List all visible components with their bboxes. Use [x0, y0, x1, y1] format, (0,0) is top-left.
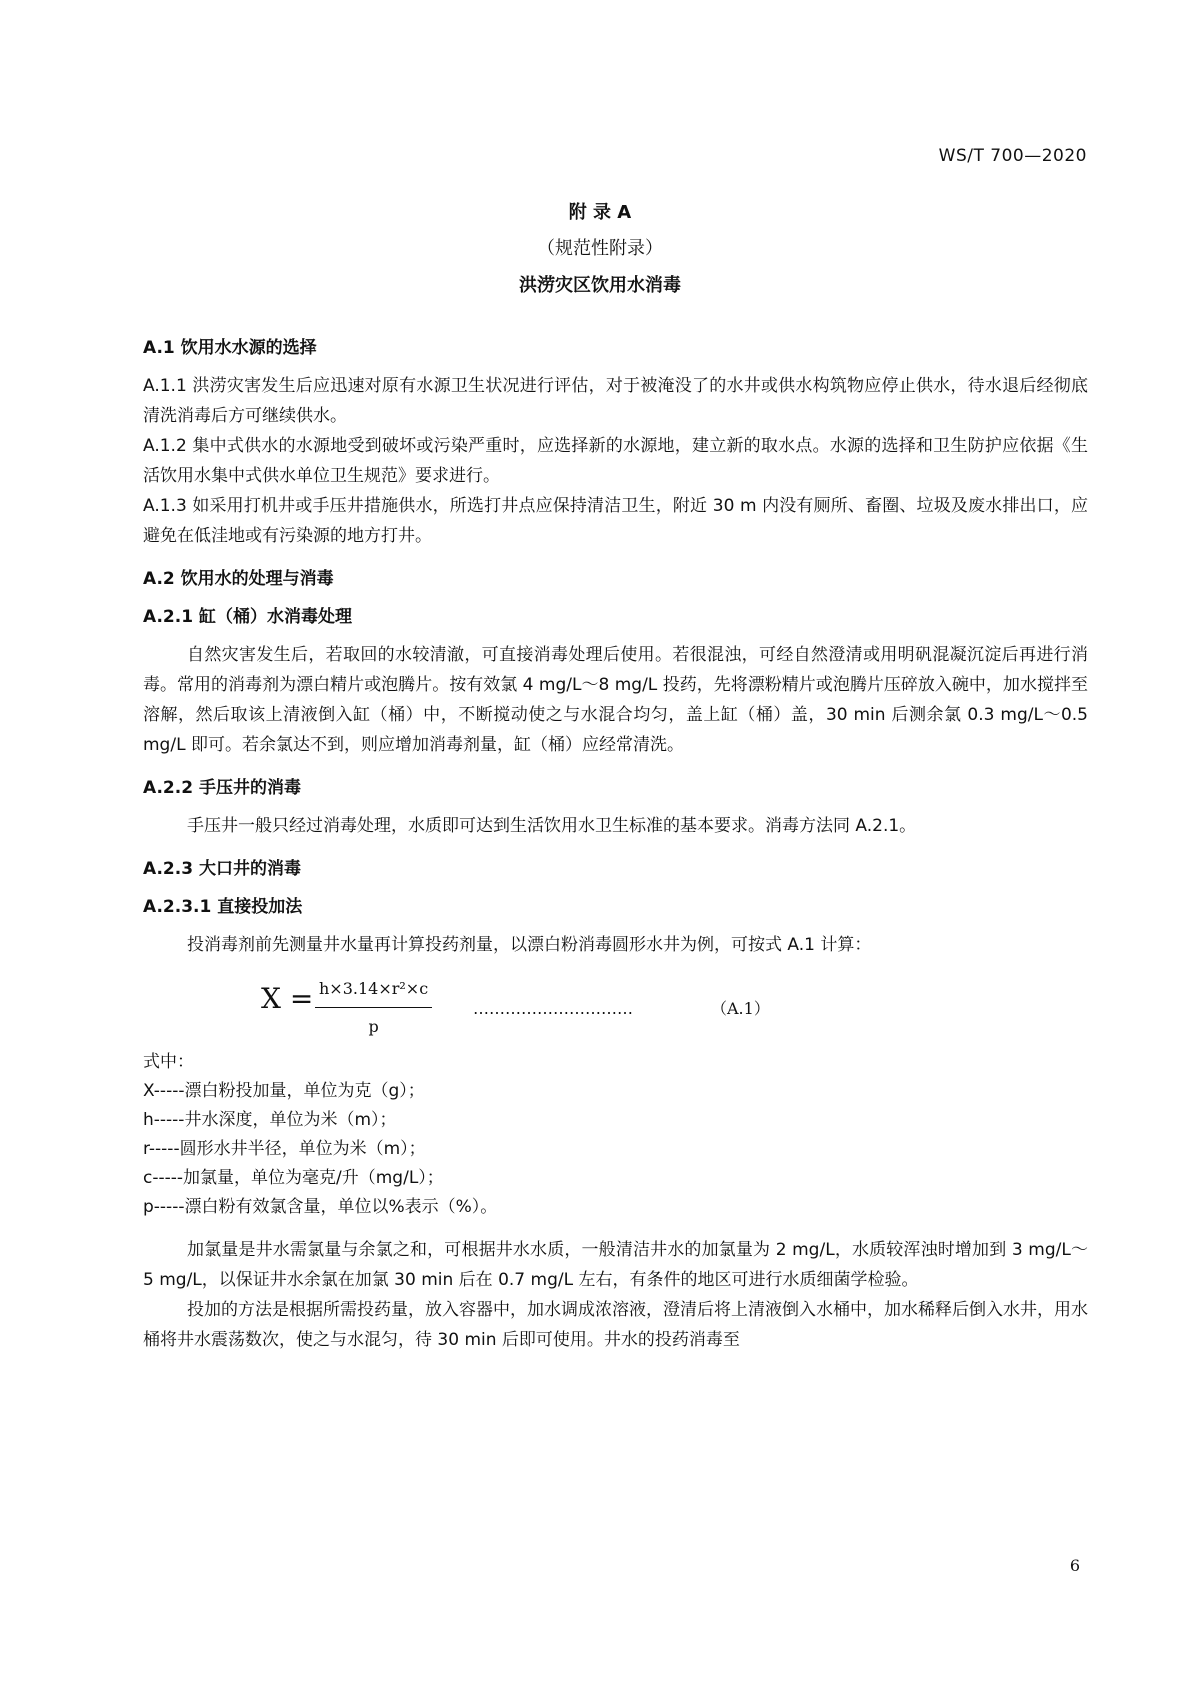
section-a23-heading: A.2.3 大口井的消毒	[143, 859, 301, 879]
section-a2-heading: A.2 饮用水的处理与消毒	[143, 569, 334, 589]
formula-leader-dots: …………………………	[473, 999, 633, 1018]
clause-a21-body: 自然灾害发生后，若取回的水较清澈，可直接消毒处理后使用。若很混浊，可经自然澄清或用明矾混凝沉淀后再进行消毒。常用的消毒剂为漂白精片或泡腾片。按有效氯 4 mg/L～8 mg/L 投药，先将漂粉精片或泡腾片压碎放入碗中，加水搅拌至溶解，然后取该上清液倒入缸（桶）中，不断搅动使之与水混合均匀，盖上缸（桶）盖，30 min 后测余氯 0.3 mg/L～0.5 mg/L 即可。若余氯达不到，则应增加消毒剂量，缸（桶）应经常清洗。	[143, 645, 1088, 755]
formula-denominator: p	[368, 1017, 379, 1036]
paragraph-chlorine-dose: 加氯量是井水需氯量与余氯之和，可根据井水水质，一般清洁井水的加氯量为 2 mg/L，水质较浑浊时增加到 3 mg/L～5 mg/L，以保证井水余氯在加氯 30 min 后在 0.7 mg/L 左右，有条件的地区可进行水质细菌学检验。	[143, 1240, 1088, 1290]
where-item: r-----圆形水井半径，单位为米（m）；	[143, 1139, 426, 1159]
section-a21-heading: A.2.1 缸（桶）水消毒处理	[143, 607, 352, 627]
where-item: h-----井水深度，单位为米（m）；	[143, 1110, 397, 1130]
document-body	[143, 333, 1088, 1355]
formula-lhs: X =	[261, 982, 314, 1015]
appendix-type: （规范性附录）	[537, 238, 663, 259]
standard-code: WS/T 700—2020	[938, 146, 1087, 166]
clause-a22-body: 手压井一般只经过消毒处理，水质即可达到生活饮用水卫生标准的基本要求。消毒方法同 A.2.1。	[187, 816, 917, 836]
clause-a231-intro: 投消毒剂前先测量井水量再计算投药剂量，以漂白粉消毒圆形水井为例，可按式 A.1 计算：	[187, 935, 872, 955]
appendix-title: 附 录 A	[568, 202, 632, 223]
formula-fraction	[315, 974, 432, 1042]
clause-a13: A.1.3 如采用打机井或手压井措施供水，所选打井点应保持清洁卫生，附近 30 m 内没有厕所、畜圈、垃圾及废水排出口，应避免在低洼地或有污染源的地方打井。	[143, 496, 1088, 546]
where-label: 式中：	[143, 1052, 194, 1072]
where-item: X-----漂白粉投加量，单位为克（g）；	[143, 1081, 425, 1101]
formula-numerator: h×3.14×r²×c	[315, 974, 432, 1008]
section-a231-heading: A.2.3.1 直接投加法	[143, 897, 303, 917]
formula-a1	[143, 970, 1088, 1046]
where-item: c-----加氯量，单位为毫克/升（mg/L）；	[143, 1168, 444, 1188]
section-a1-heading: A.1 饮用水水源的选择	[143, 338, 317, 358]
clause-a12: A.1.2 集中式供水的水源地受到破坏或污染严重时，应选择新的水源地，建立新的取水点。水源的选择和卫生防护应依据《生活饮用水集中式供水单位卫生规范》要求进行。	[143, 436, 1088, 486]
formula-number: （A.1）	[711, 999, 770, 1018]
paragraph-dosing-method: 投加的方法是根据所需投药量，放入容器中，加水调成浓溶液，澄清后将上清液倒入水桶中，加水稀释后倒入水井，用水桶将井水震荡数次，使之与水混匀，待 30 min 后即可使用。井水的投药消毒至	[143, 1300, 1088, 1350]
page-number: 6	[1069, 1556, 1080, 1575]
clause-a11: A.1.1 洪涝灾害发生后应迅速对原有水源卫生状况进行评估，对于被淹没了的水井或供水构筑物应停止供水，待水退后经彻底清洗消毒后方可继续供水。	[143, 376, 1088, 426]
appendix-name: 洪涝灾区饮用水消毒	[519, 275, 681, 296]
section-a22-heading: A.2.2 手压井的消毒	[143, 778, 301, 798]
where-item: p-----漂白粉有效氯含量，单位以%表示（%）。	[143, 1197, 498, 1217]
